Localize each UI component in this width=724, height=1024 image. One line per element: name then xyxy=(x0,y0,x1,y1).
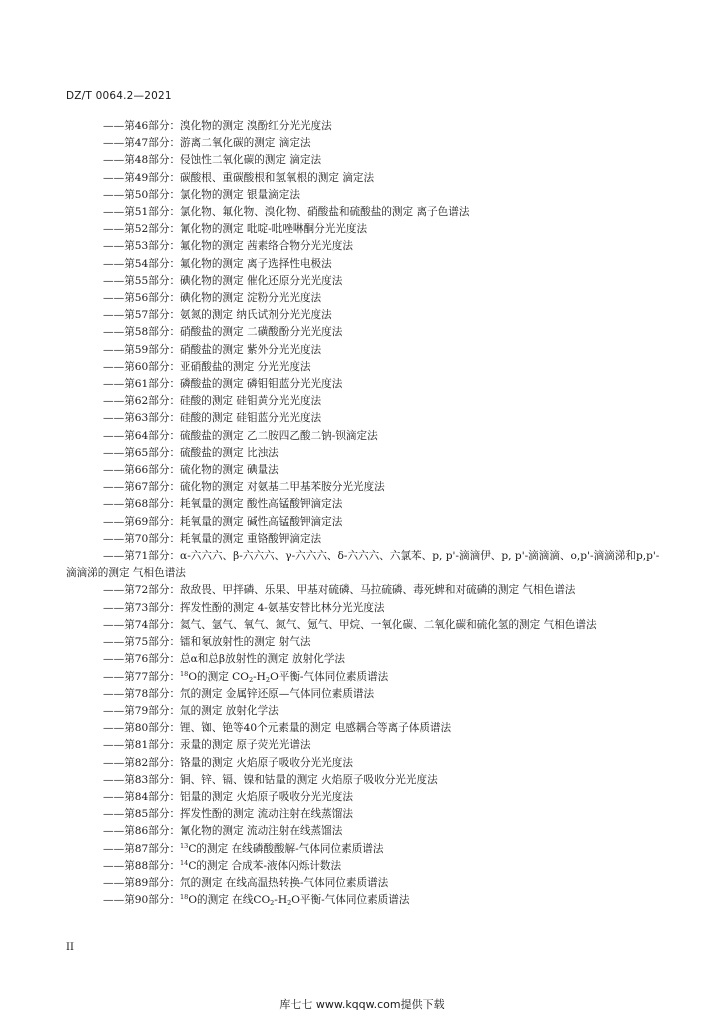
list-item xyxy=(66,428,662,445)
part-number: ——第52部分： xyxy=(103,223,181,236)
part-title: 硫化物的测定 对氨基二甲基苯胺分光光度法 xyxy=(180,481,385,494)
part-number: ——第89部分： xyxy=(103,876,181,889)
isotope-mass-number: 14 xyxy=(180,858,189,867)
part-title-cont: O平衡-气体同位素质谱法 xyxy=(270,670,389,683)
part-title: 挥发性酚的测定 4-氨基安替比林分光光度法 xyxy=(180,601,385,614)
part-title: 氰化物的测定 流动注射在线蒸馏法 xyxy=(180,825,343,838)
part-title: 氰化物的测定 吡啶-吡唑啉酮分光光度法 xyxy=(180,223,368,236)
part-number: ——第59部分： xyxy=(103,343,181,356)
part-number: ——第58部分： xyxy=(103,326,181,339)
part-number: ——第49部分： xyxy=(103,171,181,184)
list-item xyxy=(66,152,662,169)
list-item xyxy=(66,772,662,789)
subscript: 2 xyxy=(287,899,292,908)
part-number: ——第90部分： xyxy=(103,894,181,907)
part-title: 锂、铷、铯等40个元素量的测定 电感耦合等离子体质谱法 xyxy=(180,722,452,735)
list-item xyxy=(66,445,662,462)
list-item xyxy=(66,290,662,307)
part-number: ——第81部分： xyxy=(103,739,181,752)
part-title: O的测定 在线CO xyxy=(188,894,271,907)
part-title: α-六六六、β-六六六、γ-六六六、δ-六六六、六氯苯、p, p'-滴滴伊、p, p'-滴滴滴、o,p'-滴滴涕和p,p'-滴滴涕的测定 气相色谱法 xyxy=(66,550,660,580)
part-title: 镭和氡放射性的测定 射气法 xyxy=(180,636,311,649)
part-title: 硅酸的测定 硅钼蓝分光光度法 xyxy=(180,412,322,425)
list-item xyxy=(66,462,662,479)
part-number: ——第72部分： xyxy=(103,584,181,597)
part-number: ——第67部分： xyxy=(103,481,181,494)
part-title: 氯化物、氟化物、溴化物、硝酸盐和硫酸盐的测定 离子色谱法 xyxy=(180,206,470,219)
subscript: 2 xyxy=(265,675,271,684)
list-item xyxy=(66,514,662,531)
part-number: ——第66部分： xyxy=(103,464,181,477)
part-number: ——第68部分： xyxy=(103,498,181,511)
list-item xyxy=(66,204,662,221)
part-title: 铝量的测定 火焰原子吸收分光光度法 xyxy=(180,790,353,803)
part-title: 氟化物的测定 茜素络合物分光光度法 xyxy=(180,240,353,253)
list-item xyxy=(66,892,662,909)
isotope-mass-number: 18 xyxy=(180,669,189,678)
list-item xyxy=(66,634,662,651)
part-title: 氨氮的测定 纳氏试剂分光光度法 xyxy=(180,309,332,322)
part-title: 铜、锌、镉、镍和钴量的测定 火焰原子吸收分光光度法 xyxy=(180,773,438,786)
part-title: 氚的测定 放射化学法 xyxy=(180,704,279,717)
list-item xyxy=(66,823,662,840)
part-list xyxy=(66,118,662,909)
part-title: 硫酸盐的测定 比浊法 xyxy=(180,446,279,459)
list-item xyxy=(66,669,662,686)
list-item xyxy=(66,359,662,376)
list-item xyxy=(66,135,662,152)
part-number: ——第55部分： xyxy=(103,274,181,287)
part-title: 亚硝酸盐的测定 分光光度法 xyxy=(180,360,311,373)
part-number: ——第53部分： xyxy=(103,240,181,253)
part-title: 硅酸的测定 硅钼黄分光光度法 xyxy=(180,395,322,408)
list-item xyxy=(66,737,662,754)
part-number: ——第61部分： xyxy=(103,378,181,391)
part-title: 氯化物的测定 银量滴定法 xyxy=(180,188,300,201)
part-title: 硫酸盐的测定 乙二胺四乙酸二钠-钡滴定法 xyxy=(180,429,378,442)
part-number: ——第75部分： xyxy=(103,636,181,649)
part-number: ——第47部分： xyxy=(103,137,181,150)
isotope-mass-number: 18 xyxy=(180,893,189,902)
part-number: ——第84部分： xyxy=(103,790,181,803)
part-number: ——第64部分： xyxy=(103,429,181,442)
part-title: 氦气、氩气、氧气、氮气、氪气、甲烷、一氧化碳、二氧化碳和硫化氢的测定 气相色谱法 xyxy=(180,618,597,631)
list-item xyxy=(66,617,662,634)
part-number: ——第74部分： xyxy=(103,618,181,631)
list-item xyxy=(66,118,662,135)
part-title: O的测定 CO xyxy=(188,670,249,683)
part-number: ——第85部分： xyxy=(103,808,181,821)
part-title: 耗氧量的测定 碱性高锰酸钾滴定法 xyxy=(180,515,343,528)
part-number: ——第46部分： xyxy=(103,120,181,132)
list-item xyxy=(66,858,662,875)
part-number: ——第79部分： xyxy=(103,704,181,717)
list-item xyxy=(66,806,662,823)
list-item xyxy=(66,273,662,290)
part-number: ——第82部分： xyxy=(103,756,181,769)
part-number: ——第65部分： xyxy=(103,446,181,459)
part-title-cont: O平衡-气体同位素质谱法 xyxy=(291,894,410,907)
part-title: 硝酸盐的测定 二磺酸酚分光光度法 xyxy=(180,326,343,339)
part-title: 总α和总β放射性的测定 放射化学法 xyxy=(180,653,346,666)
list-item xyxy=(66,221,662,238)
part-title: 侵蚀性二氧化碳的测定 滴定法 xyxy=(180,154,322,167)
subscript: 2 xyxy=(270,899,275,908)
part-number: ——第70部分： xyxy=(103,532,181,545)
part-title: 碘化物的测定 催化还原分光光度法 xyxy=(180,274,343,287)
part-title: 汞量的测定 原子荧光光谱法 xyxy=(180,739,311,752)
list-item xyxy=(66,686,662,703)
part-number: ——第56部分： xyxy=(103,292,181,305)
part-title: 碘化物的测定 淀粉分光光度法 xyxy=(180,292,322,305)
list-item xyxy=(66,479,662,496)
part-title: 游离二氧化碳的测定 滴定法 xyxy=(180,137,311,150)
subscript: 2 xyxy=(248,675,254,684)
part-title-cont: -H xyxy=(253,670,266,683)
part-title: 磷酸盐的测定 磷钼钼蓝分光光度法 xyxy=(180,378,343,391)
list-item xyxy=(66,496,662,513)
list-item xyxy=(66,393,662,410)
standard-code: DZ/T 0064.2—2021 xyxy=(66,90,172,102)
part-number: ——第87部分： xyxy=(103,842,181,855)
list-item xyxy=(66,170,662,187)
list-item xyxy=(66,187,662,204)
part-number: ——第57部分： xyxy=(103,309,181,322)
part-title: 耗氧量的测定 酸性高锰酸钾滴定法 xyxy=(180,498,343,511)
part-title: 氘的测定 在线高温热转换-气体同位素质谱法 xyxy=(180,876,389,889)
part-title: 耗氧量的测定 重铬酸钾滴定法 xyxy=(180,532,322,545)
part-number: ——第88部分： xyxy=(103,859,181,872)
part-title: 溴化物的测定 溴酚红分光光度法 xyxy=(180,120,332,132)
part-number: ——第63部分： xyxy=(103,412,181,425)
part-number: ——第86部分： xyxy=(103,825,181,838)
list-item xyxy=(66,651,662,668)
list-item xyxy=(66,582,662,599)
part-title-cont: -H xyxy=(274,894,288,907)
part-title: 氟化物的测定 离子选择性电极法 xyxy=(180,257,332,270)
list-item xyxy=(66,600,662,617)
part-title: 碳酸根、重碳酸根和氢氧根的测定 滴定法 xyxy=(180,171,375,184)
part-number: ——第51部分： xyxy=(103,206,181,219)
list-item xyxy=(66,755,662,772)
list-item xyxy=(66,875,662,892)
part-number: ——第83部分： xyxy=(103,773,181,786)
list-item xyxy=(66,256,662,273)
part-number: ——第71部分： xyxy=(103,550,181,563)
list-item xyxy=(66,342,662,359)
list-item xyxy=(66,307,662,324)
part-title: 硝酸盐的测定 紫外分光光度法 xyxy=(180,343,322,356)
part-number: ——第69部分： xyxy=(103,515,181,528)
list-item xyxy=(66,841,662,858)
part-number: ——第48部分： xyxy=(103,154,181,167)
part-title: C的测定 在线磷酸酸解-气体同位素质谱法 xyxy=(188,842,384,855)
page-number: II xyxy=(66,942,74,953)
list-item xyxy=(66,531,662,548)
part-title: 硫化物的测定 碘量法 xyxy=(180,464,279,477)
list-item xyxy=(66,238,662,255)
part-title: C的测定 合成苯-液体闪烁计数法 xyxy=(188,859,342,872)
part-number: ——第80部分： xyxy=(103,722,181,735)
part-number: ——第76部分： xyxy=(103,653,181,666)
part-number: ——第50部分： xyxy=(103,188,181,201)
part-number: ——第60部分： xyxy=(103,360,181,373)
part-title: 敌敌畏、甲拌磷、乐果、甲基对硫磷、马拉硫磷、毒死蜱和对硫磷的测定 气相色谱法 xyxy=(180,584,576,597)
part-number: ——第62部分： xyxy=(103,395,181,408)
part-number: ——第54部分： xyxy=(103,257,181,270)
list-item xyxy=(66,410,662,427)
part-title: 铬量的测定 火焰原子吸收分光光度法 xyxy=(180,756,353,769)
list-item xyxy=(66,703,662,720)
list-item xyxy=(66,720,662,737)
list-item xyxy=(66,376,662,393)
list-item xyxy=(66,548,662,582)
part-number: ——第73部分： xyxy=(103,601,181,614)
part-title: 挥发性酚的测定 流动注射在线蒸馏法 xyxy=(180,808,353,821)
list-item xyxy=(66,789,662,806)
download-watermark: 库七七 www.kqqw.com提供下载 xyxy=(279,998,445,1011)
isotope-mass-number: 13 xyxy=(180,841,189,850)
part-title: 氘的测定 金属锌还原—气体同位素质谱法 xyxy=(180,687,375,700)
part-number: ——第77部分： xyxy=(103,670,181,683)
list-item xyxy=(66,324,662,341)
part-number: ——第78部分： xyxy=(103,687,181,700)
